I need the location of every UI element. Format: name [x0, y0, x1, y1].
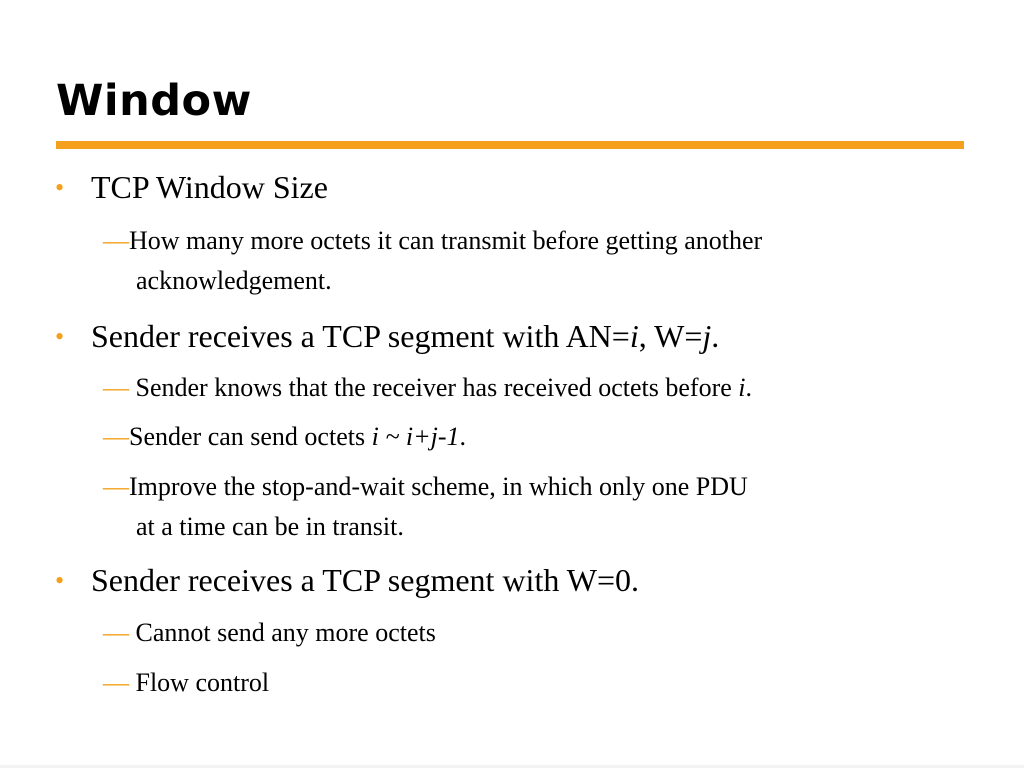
bullet-icon: • [55, 173, 65, 202]
bullet-sender-receives-an-w: Sender receives a TCP segment with AN=i, W=j. [91, 318, 720, 354]
sub-bullet-how-many-octets-cont: acknowledgement. [136, 266, 332, 295]
dash-icon: — [103, 226, 129, 255]
dash-icon: — [103, 668, 129, 697]
bullet-sender-receives-w0: Sender receives a TCP segment with W=0. [91, 562, 639, 598]
dash-icon: — [103, 373, 129, 402]
sub-bullet-sender-knows: — Sender knows that the receiver has received octets before i. [103, 373, 753, 402]
sub-bullet-how-many-octets: —How many more octets it can transmit before getting another [103, 226, 763, 255]
sub-bullet-flow-control: — Flow control [103, 668, 270, 697]
dash-icon: — [103, 618, 129, 647]
bullet-icon: • [55, 566, 65, 595]
sub-bullet-improve-stop-and-wait: —Improve the stop-and-wait scheme, in which only one PDU [103, 472, 748, 501]
sub-bullet-improve-stop-and-wait-cont: at a time can be in transit. [136, 512, 404, 541]
slide-title: Window [56, 76, 252, 126]
dash-icon: — [103, 472, 129, 501]
sub-bullet-sender-can-send: —Sender can send octets i ~ i+j-1. [103, 422, 467, 451]
dash-icon: — [103, 422, 129, 451]
bullet-tcp-window-size: TCP Window Size [91, 169, 328, 205]
sub-bullet-cannot-send: — Cannot send any more octets [103, 618, 436, 647]
bullet-icon: • [55, 322, 65, 351]
